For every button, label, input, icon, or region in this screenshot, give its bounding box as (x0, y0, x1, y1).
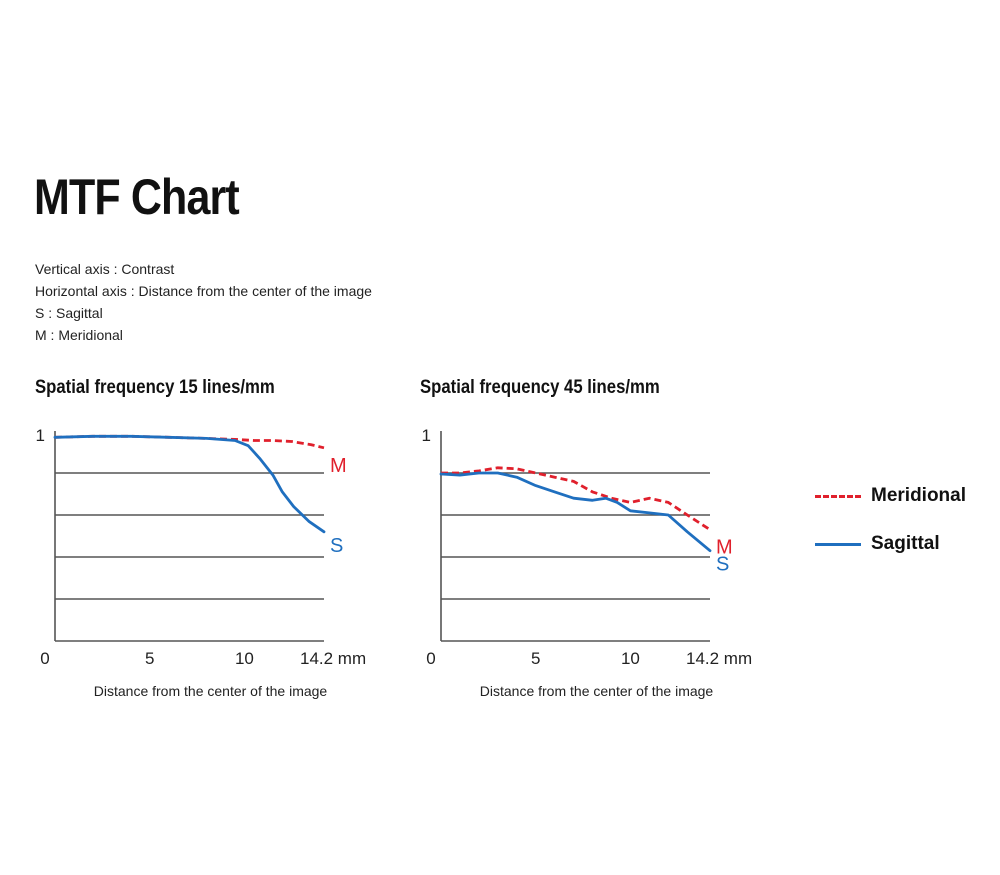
chart-2-x-tick-label: 5 (530, 649, 541, 668)
note-meridional: M : Meridional (35, 327, 123, 343)
chart-2-x-axis-label: Distance from the center of the image (479, 683, 714, 699)
chart-1-x-tick-label: 5 (144, 649, 155, 668)
chart-2-x-tick-label: 0 (426, 649, 436, 668)
chart-1-x-tick-label: 14.2 mm (300, 649, 367, 668)
chart-1-y-tick-label: 1 (35, 426, 45, 445)
legend-label-meridional: Meridional (871, 485, 967, 506)
chart-2-series-meridional-end-label: M (716, 536, 733, 559)
chart-2-series-sagittal-end-label: S (716, 553, 730, 576)
sagittal-solid-line-icon (815, 543, 861, 546)
chart-1-series-sagittal-line (55, 436, 324, 532)
note-horizontal-axis: Horizontal axis : Distance from the center of the image (35, 283, 372, 299)
legend (815, 484, 966, 580)
chart-1-title: Spatial frequency 15 lines/mm (35, 377, 275, 398)
chart-2-x-tick-label: 14.2 mm (686, 649, 753, 668)
chart-1-series-sagittal-end-label: S (330, 534, 344, 557)
meridional-dashed-line-icon (815, 495, 861, 498)
note-vertical-axis: Vertical axis : Contrast (35, 261, 175, 277)
chart-1-series-meridional-end-label: M (330, 454, 347, 477)
page-title: MTF Chart (34, 169, 239, 225)
legend-item-sagittal (815, 532, 966, 556)
chart-2-x-tick-label: 10 (620, 649, 640, 668)
chart-1-x-axis-label: Distance from the center of the image (93, 683, 328, 699)
chart-2-y-tick-label: 1 (421, 426, 431, 445)
note-sagittal: S : Sagittal (35, 305, 103, 321)
legend-item-meridional (815, 484, 966, 508)
chart-1-x-tick-label: 0 (40, 649, 50, 668)
chart-2-series-sagittal-line (441, 473, 710, 551)
chart-1-x-tick-label: 10 (234, 649, 254, 668)
legend-label-sagittal: Sagittal (871, 533, 940, 554)
chart-2-title: Spatial frequency 45 lines/mm (420, 377, 660, 398)
